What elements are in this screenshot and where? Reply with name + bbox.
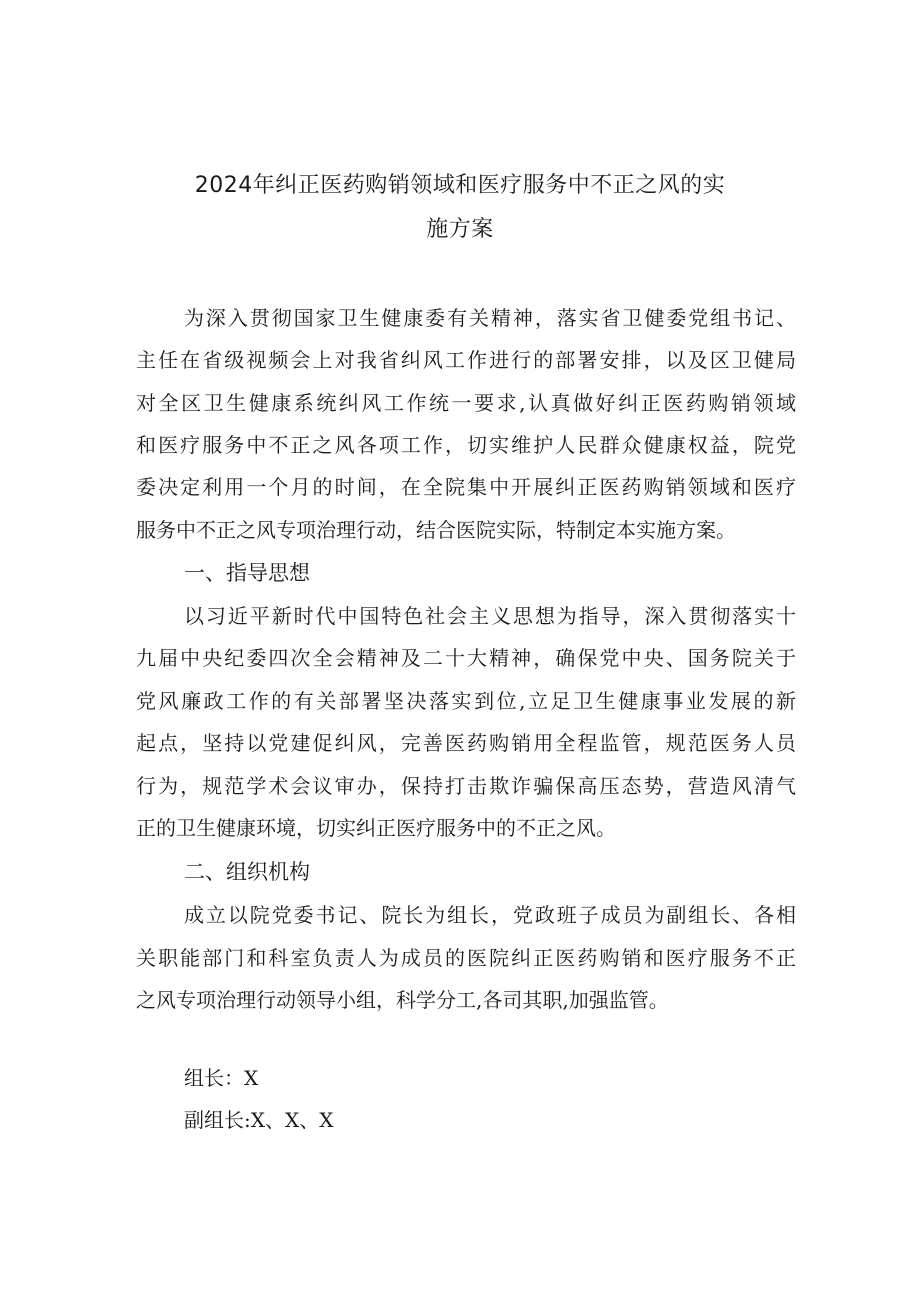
team-leader-line: 组长：X <box>184 1066 259 1090</box>
paragraph-line: 起点，坚持以党建促纠风，完善医药购销用全程监管，规范医务人员 <box>136 731 796 755</box>
section-heading-organization: 二、组织机构 <box>184 860 310 884</box>
paragraph-line: 以习近平新时代中国特色社会主义思想为指导，深入贯彻落实十 <box>184 604 796 628</box>
paragraph-line: 服务中不正之风专项治理行动，结合医院实际，特制定本实施方案。 <box>136 518 736 542</box>
paragraph-line: 行为，规范学术会议审办，保持打击欺诈骗保高压态势，营造风清气 <box>136 774 796 798</box>
paragraph-line: 主任在省级视频会上对我省纠风工作进行的部署安排，以及区卫健局 <box>136 348 796 372</box>
paragraph-line: 正的卫生健康环境，切实纠正医疗服务中的不正之风。 <box>136 816 616 840</box>
paragraph-line: 和医疗服务中不正之风各项工作，切实维护人民群众健康权益，院党 <box>136 433 796 457</box>
document-title-line-2: 施方案 <box>426 217 494 242</box>
paragraph-line: 成立以院党委书记、院长为组长，党政班子成员为副组长、各相 <box>184 903 796 927</box>
paragraph-line: 党风廉政工作的有关部署坚决落实到位,立足卫生健康事业发展的新 <box>136 689 796 713</box>
paragraph-line: 对全区卫生健康系统纠风工作统一要求,认真做好纠正医药购销领域 <box>136 391 796 415</box>
deputy-leader-line: 副组长:X、X、X <box>184 1108 334 1132</box>
paragraph-line: 关职能部门和科室负责人为成员的医院纠正医药购销和医疗服务不正 <box>136 946 796 970</box>
paragraph-line: 之风专项治理行动领导小组，科学分工,各司其职,加强监管。 <box>136 988 669 1012</box>
paragraph-line: 委决定利用一个月的时间，在全院集中开展纠正医药购销领域和医疗 <box>136 475 796 499</box>
section-heading-guiding-ideology: 一、指导思想 <box>184 561 310 585</box>
paragraph-line: 为深入贯彻国家卫生健康委有关精神，落实省卫健委党组书记、 <box>184 306 796 330</box>
paragraph-line: 九届中央纪委四次全会精神及二十大精神，确保党中央、国务院关于 <box>136 646 796 670</box>
document-title-line-1: 2024年纠正医药购销领域和医疗服务中不正之风的实 <box>194 173 726 198</box>
